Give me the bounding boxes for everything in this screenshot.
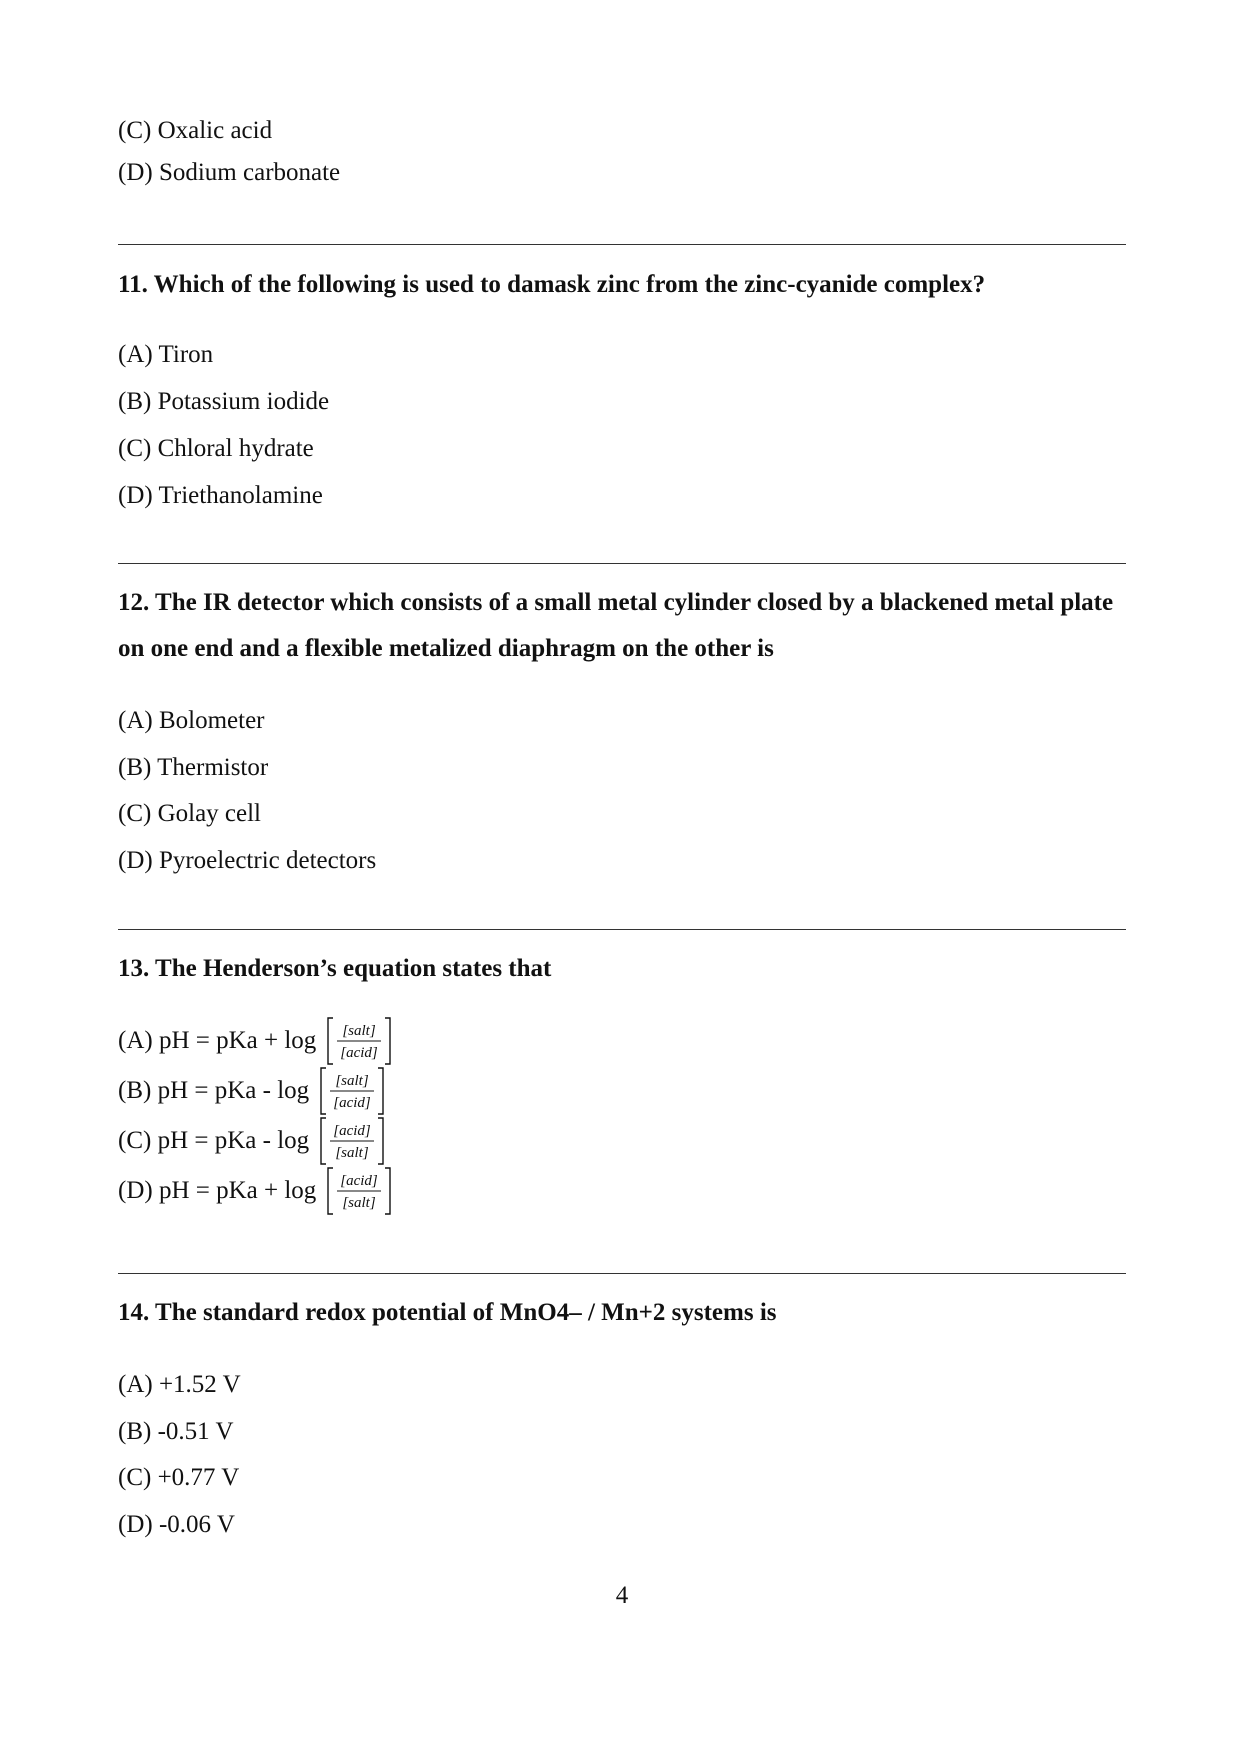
fraction-numerator: [acid] [333, 1123, 371, 1139]
question-12: 12. The IR detector which consists of a small metal cylinder closed by a blackened metal plate on one end and a flexible metalized diaphragm on the other is [118, 589, 1114, 662]
option-c [118, 1116, 385, 1166]
option-b: (B) Potassium iodide [118, 388, 330, 415]
fraction-denominator: [acid] [333, 1095, 371, 1111]
option-d: (D) -0.06 V [118, 1511, 235, 1538]
equation-label: (B) pH = pKa - log [118, 1077, 310, 1104]
option-a: (A) Tiron [118, 341, 214, 368]
divider [118, 929, 1126, 930]
fraction-denominator: [acid] [340, 1045, 379, 1061]
divider [118, 1273, 1126, 1274]
option-b: (B) -0.51 V [118, 1418, 234, 1445]
option-a [118, 1016, 392, 1066]
fraction-numerator: [acid] [340, 1173, 379, 1189]
question-13: 13. The Henderson’s equation states that [118, 955, 552, 982]
log-fraction [319, 1066, 385, 1116]
option-b [118, 1066, 385, 1116]
equation-label: (C) pH = pKa - log [118, 1127, 310, 1154]
fraction-numerator: [salt] [342, 1023, 376, 1039]
equation-label: (D) pH = pKa + log [118, 1177, 317, 1204]
option-b: (B) Thermistor [118, 754, 269, 781]
option-c: (C) +0.77 V [118, 1464, 240, 1491]
option-a: (A) +1.52 V [118, 1371, 241, 1398]
option-c: (C) Chloral hydrate [118, 435, 314, 462]
page-number: 4 [615, 1582, 629, 1609]
divider [118, 244, 1126, 245]
equation-label: (A) pH = pKa + log [118, 1027, 317, 1054]
fraction-numerator: [salt] [335, 1073, 369, 1089]
log-fraction [319, 1116, 385, 1166]
option-d [118, 1166, 392, 1216]
fraction-denominator: [salt] [335, 1145, 369, 1161]
option-a: (A) Bolometer [118, 707, 265, 734]
question-14: 14. The standard redox potential of MnO4– / Mn+2 systems is [118, 1299, 777, 1326]
log-fraction [326, 1166, 392, 1216]
option-d: (D) Sodium carbonate [118, 159, 341, 186]
log-fraction [326, 1016, 392, 1066]
option-c: (C) Oxalic acid [118, 117, 273, 144]
option-d: (D) Triethanolamine [118, 482, 323, 509]
fraction-denominator: [salt] [342, 1195, 376, 1211]
option-d: (D) Pyroelectric detectors [118, 847, 377, 874]
divider [118, 563, 1126, 564]
option-c: (C) Golay cell [118, 800, 262, 827]
question-11: 11. Which of the following is used to damask zinc from the zinc-cyanide complex? [118, 271, 986, 298]
